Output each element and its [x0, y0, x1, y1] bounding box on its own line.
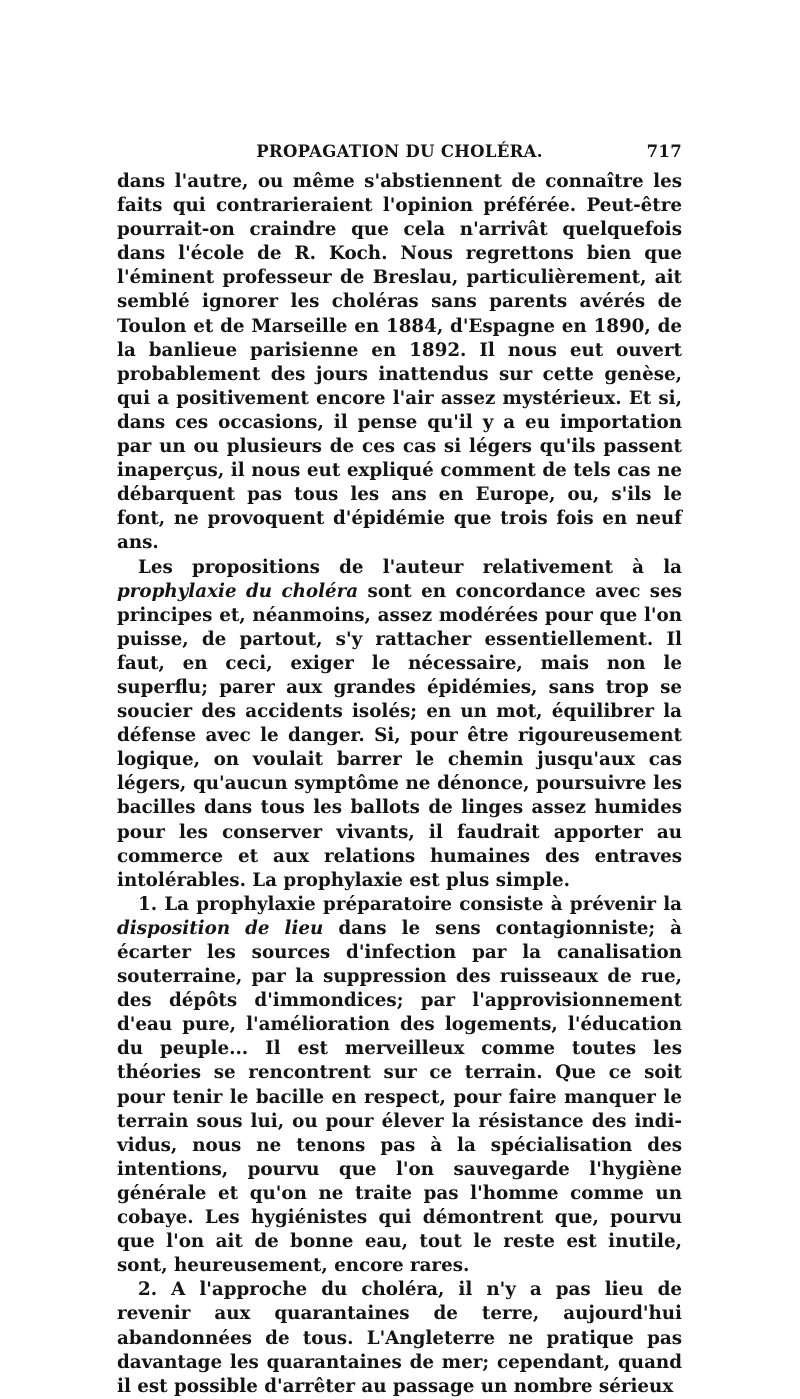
paragraph-text: 2. A l'approche du choléra, il n'y a pas lieu de revenir aux quarantaines de terre, aujourd'hui abandonnées de tous. L'Angleterre ne pratique pas davantage les quarantaines de mer; cependant, quand il est possible d'arrêter au passage un nombre sérieux — [117, 1279, 682, 1397]
paragraph-text: 1. La prophylaxie préparatoire consiste à prévenir la — [138, 893, 682, 915]
book-page — [117, 142, 682, 1399]
paragraph-text: Les propositions de l'auteur relativement à la — [138, 556, 682, 578]
running-title: PROPAGATION DU CHOLÉRA. — [256, 142, 543, 161]
paragraph-text: dans l'autre, ou même s'abstiennent de connaître les faits qui contrarieraient l'opinion préférée. Peut-être pourrait-on craindre que cela n'arrivât quelquefois dans l'école de R. Koch. Nous regrettons bien que l'éminent professeur de Breslau, particulièrement, ait semblé ignorer les choléras sans parents avérés de Toulon et de Marseille en 1884, d'Espagne en 1890, de la banlieue parisienne en 1892. Il nous eut ouvert probablement des jours inattendus sur cette genèse, qui a positivement encore l'air assez mystérieux. Et si, dans ces occasions, il pense qu'il y a eu importation par un ou plusieurs de ces cas si légers qu'ils passent inaperçus, il nous eut expliqué comment de tels cas ne débarquent pas tous les ans en Europe, ou, s'ils le font, ne provoquent d'épidémie que trois fois en neuf ans. — [117, 171, 682, 554]
paragraph — [117, 893, 682, 1279]
paragraph-text: dans le sens contagionniste; à écarter les sources d'infection par la canalisation souterraine, par la suppression des ruisseaux de rue, des dépôts d'immondices; par l'approvisionnement d'eau pure, l'amélioration des logements, l'éducation du peuple... Il est merveilleux comme toutes les théories se rencontrent sur ce terrain. Que ce soit pour tenir le bacille en respect, pour faire manquer le terrain sous lui, ou pour élever la résistance des individus, nous ne tenons pas à la spécialisation des intentions, pourvu que l'on sauvegarde l'hygiène générale et qu'on ne traite pas l'homme comme un cobaye. Les hygiénistes qui démontrent que, pourvu que l'on ait de bonne eau, tout le reste est inutile, sont, heureusement, encore rares. — [117, 917, 683, 1277]
running-head — [117, 142, 682, 170]
body-text — [117, 170, 682, 1399]
paragraph — [117, 556, 682, 893]
italic-term: prophylaxie du choléra — [117, 580, 359, 602]
page-number: 717 — [646, 142, 682, 161]
italic-term: disposition de lieu — [117, 917, 324, 939]
paragraph — [117, 170, 682, 556]
paragraph-text: sont en concordance avec ses principes et, néanmoins, assez modérées pour que l'on puisse, de partout, s'y rattacher essentiellement. Il faut, en ceci, exiger le nécessaire, mais non le superflu; parer aux grandes épidémies, sans trop se soucier des accidents isolés; en un mot, équilibrer la défense avec le danger. Si, pour être rigoureusement logique, on voulait barrer le chemin jusqu'aux cas légers, qu'aucun symptôme ne dénonce, poursuivre les bacilles dans tous les ballots de linges assez humides pour les conserver vivants, il faudrait apporter au commerce et aux relations humaines des entraves intolérables. La prophylaxie est plus simple. — [117, 580, 682, 891]
paragraph — [117, 1278, 682, 1398]
